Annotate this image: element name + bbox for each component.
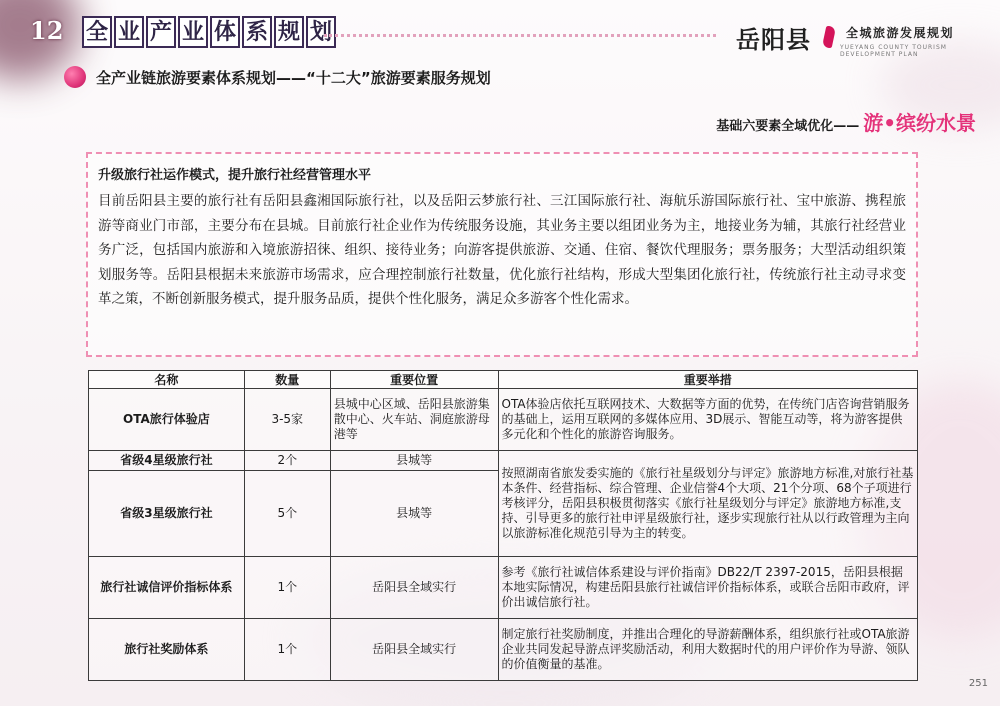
chapter-title-char: 划 [306,16,336,48]
header-name: 名称 [89,371,245,389]
cell-count: 2个 [244,451,330,471]
header-location: 重要位置 [330,371,498,389]
cell-name: 省级3星级旅行社 [89,471,245,557]
cell-measures: 参考《旅行社诚信体系建设与评价指南》DB22/T 2397-2015，岳阳县根据本地实际情况，构建岳阳县旅行社诚信评价指标体系，或联合岳阳市政府，评价出诚信旅行社。 [498,557,918,619]
cell-name: 省级4星级旅行社 [89,451,245,471]
cell-measures: OTA体验店依托互联网技术、大数据等方面的优势，在传统门店咨询营销服务的基础上，运用互联网的多媒体应用、3D展示、智能互动等，将为游客提供多元化和个性化的旅游咨询服务。 [498,389,918,451]
cell-count: 3-5家 [244,389,330,451]
table-row [89,557,918,619]
cell-location: 县城中心区域、岳阳县旅游集散中心、火车站、洞庭旅游母港等 [330,389,498,451]
chapter-title-char: 规 [274,16,304,48]
table-header-row [89,371,918,389]
table-row [89,619,918,681]
cell-location: 县城等 [330,471,498,557]
page-number: 251 [968,678,988,689]
cell-count: 1个 [244,557,330,619]
chapter-number: 12 [30,16,64,45]
chapter-title-char: 业 [114,16,144,48]
cell-name: OTA旅行体验店 [89,389,245,451]
table-row [89,451,918,471]
cell-count: 1个 [244,619,330,681]
bullet-circle-icon [64,66,86,88]
header-divider [324,34,716,37]
chapter-title-char: 产 [146,16,176,48]
cell-location: 县城等 [330,451,498,471]
brand-name: 岳阳县 [736,25,811,54]
chapter-title-char: 系 [242,16,272,48]
cell-name: 旅行社奖励体系 [89,619,245,681]
cell-location: 岳阳县全域实行 [330,619,498,681]
cell-measures: 制定旅行社奖励制度，并推出合理化的导游薪酬体系，组织旅行社或OTA旅游企业共同发起导游点评奖励活动，利用大数据时代的用户评价作为导游、领队的价值衡量的基准。 [498,619,918,681]
chapter-title [82,16,336,50]
table-row [89,389,918,451]
header-count: 数量 [244,371,330,389]
cell-location: 岳阳县全域实行 [330,557,498,619]
cell-name: 旅行社诚信评价指标体系 [89,557,245,619]
brand-english: YUEYANG COUNTY TOURISM DEVELOPMENT PLAN [840,44,947,58]
section-title: 全产业链旅游要素体系规划——“十二大”旅游要素服务规划 [96,69,491,87]
intro-paragraph: 目前岳阳县主要的旅行社有岳阳县鑫湘国际旅行社，以及岳阳云梦旅行社、三江国际旅行社、海航乐游国际旅行社、宝中旅游、携程旅游等商业门市部，主要分布在县城。目前旅行社企业作为传统服务设施，其业务主要以组团业务为主，地接业务为辅，其旅行社经营业务广泛，包括国内旅游和入境旅游招徕、组织、接待业务；向游客提供旅游、交通、住宿、餐饮代理服务；票务服务；大型活动组织策划服务等。岳阳县根据未来旅游市场需求，应合理控制旅行社数量，优化旅行社结构，形成大型集团化旅行社，传统旅行社主动寻求变革之策，不断创新服务模式，提升服务品质，提供个性化服务，满足众多游客个性化需求。 [98,193,906,308]
subheading [716,110,976,136]
header-measures: 重要举措 [498,371,918,389]
cell-measures: 按照湖南省旅发委实施的《旅行社星级划分与评定》旅游地方标准,对旅行社基本条件、经营指标、综合管理、企业信誉4个大项、21个分项、68个子项进行考核评分，岳阳县积极贯彻落实《旅行社星级划分与评定》旅游地方标准,支持、引导更多的旅行社申评星级旅行社，逐步实现旅行社从以行政管理为主向以旅游标准化规范引导为主的转变。 [498,451,918,557]
subheading-highlight: 游•缤纷水景 [863,111,976,135]
intro-lead: 升级旅行社运作模式，提升旅行社经营管理水平 [98,168,372,183]
chapter-title-char: 业 [178,16,208,48]
travel-agency-table [88,370,918,681]
chapter-title-char: 全 [82,16,112,48]
brand-subtitle: 全城旅游发展规划 [846,26,955,40]
cell-count: 5个 [244,471,330,557]
brand-mark-icon [822,26,837,48]
subheading-prefix: 基础六要素全域优化—— [716,119,860,134]
chapter-title-char: 体 [210,16,240,48]
brand-logo [736,20,986,62]
intro-text-box [86,152,918,357]
